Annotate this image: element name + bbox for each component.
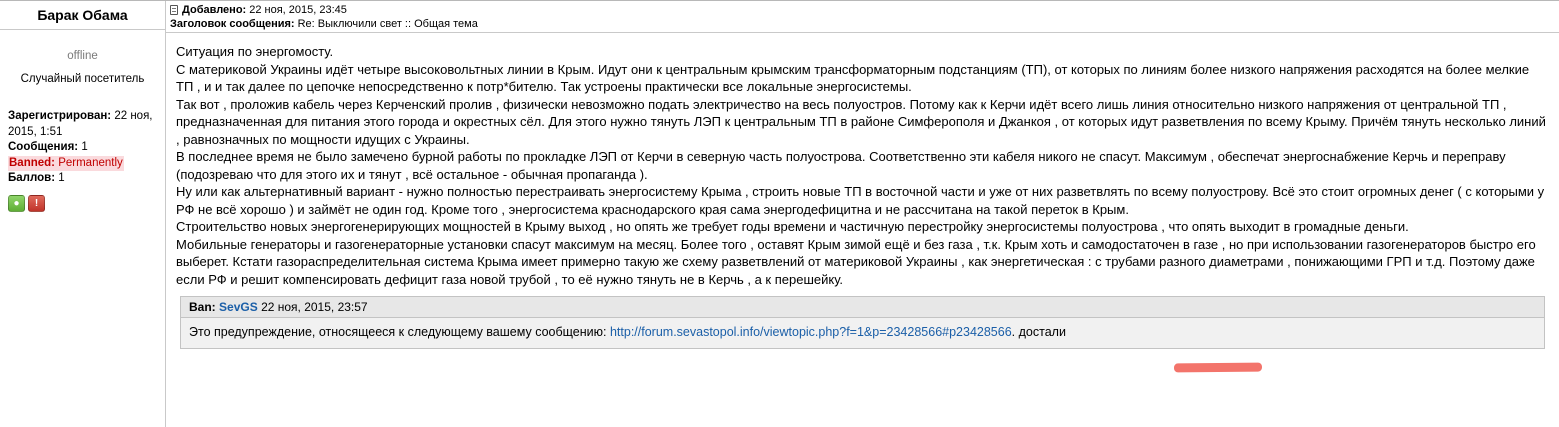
messages-label: Сообщения: [8, 141, 79, 153]
quote-link[interactable]: http://forum.sevastopol.info/viewtopic.php?f=1&p=23428566#p23428566 [609, 325, 1012, 339]
quote-text-after: . достали [1011, 325, 1066, 339]
post-icon [170, 5, 178, 15]
ban-user-link[interactable]: SevGS [219, 300, 258, 314]
messages-value: 1 [81, 141, 88, 153]
author-status: offline [67, 50, 98, 62]
author-stats [4, 109, 161, 187]
quote-header [180, 296, 1545, 317]
quote-text-before: Это предупреждение, относящееся к следующему вашему сообщению: [189, 325, 610, 339]
ban-date: 22 ноя, 2015, 23:57 [261, 300, 368, 314]
report-icon[interactable]: ! [28, 195, 45, 212]
red-marker-scribble [1174, 363, 1262, 373]
message-paragraph: Ну или как альтернативный вариант - нужно полностью перестраивать энергосистему Крыма , строить новые ТП в восточной части и уже от них разветвлять по всему полуострову. Всё это стоит огромных денег ( с которыми у РФ не всё хорошо ) и займёт не один год. Кроме того , энергосистема краснодарского края сама энергодефицитна и не рассчитана на такой переток в Крым. [176, 184, 1545, 217]
subject-label: Заголовок сообщения: [170, 17, 295, 30]
added-value: 22 ноя, 2015, 23:45 [249, 4, 347, 16]
banned-label: Banned: [9, 156, 55, 169]
post-body [0, 1, 1559, 427]
message-paragraph: Ситуация по энергомосту. [176, 44, 334, 59]
ban-label: Ban: [189, 300, 216, 314]
author-info [0, 30, 165, 216]
message-paragraph: В последнее время не было замечено бурной работы по прокладке ЛЭП от Керчи в северную часть полуострова. Соответственно эти кабеля никого не спасут. Максимум , обеспечат энергоснабжение Керчь и переправу (подозреваю что для этого их и тянут , всё остальное - обычная пропаганда ). [176, 149, 1506, 182]
registered-label: Зарегистрирован: [8, 110, 112, 122]
message-paragraph: Мобильные генераторы и газогенераторные установки спасут максимум на месяц. Более того , оставят Крым зимой ещё и без газа , т.к. Крым хоть и самодостаточен в газе , но при использовании газогенераторов быстро его выберет. Кстати газораспределительная система Крыма имеет примерно такую же схему разветвлений от материковой Украины , как энергетическая : с трубами разного диаметрами , понижающими ГРП и т.д. Поэтому даже если РФ и решит компенсировать дефицит газа новой трубой , то её нужно тянуть не в Керчь , а к перешейку. [176, 236, 1536, 287]
author-name[interactable]: Барак Обама [0, 1, 165, 30]
points-label: Баллов: [8, 172, 56, 184]
banned-value: Permanently [58, 156, 123, 169]
added-label: Добавлено: [182, 4, 247, 16]
profile-icon[interactable]: ● [8, 195, 25, 212]
registered-value: 22 ноя, 2015, 1:51 [8, 110, 153, 138]
messages-row [8, 140, 161, 156]
author-icons [4, 195, 161, 212]
annotation-area [166, 349, 1559, 385]
post-message [166, 33, 1559, 288]
content-column [166, 1, 1559, 427]
registered-row [8, 109, 161, 140]
message-paragraph: С материковой Украины идёт четыре высоковольтных линии в Крым. Идут они к центральным крымским трансформаторным подстанциям (ТП), от которых по линиям более низкого напряжения расходятся на более мелкие ТП , и и так далее по цепочке непосредственно к потр*бителю. Так устроены практически все локальные энергосистемы. [176, 61, 1530, 94]
post-subject-row [166, 17, 1559, 33]
points-row [8, 171, 161, 187]
banned-row [8, 156, 124, 172]
warning-quote [166, 288, 1559, 349]
post-added-row [166, 1, 1559, 17]
points-value: 1 [58, 172, 65, 184]
quote-body [180, 317, 1545, 349]
subject-value: Re: Выключили свет :: Общая тема [297, 17, 478, 30]
author-rank: Случайный посетитель [20, 73, 145, 85]
message-paragraph: Строительство новых энергогенерирующих мощностей в Крыму выход , но опять же требует годы времени и частичную перестройку энергосистемы полуострова , что опять выходит в громадные деньги. [176, 219, 1409, 234]
author-column [0, 1, 166, 427]
message-paragraph: Так вот , проложив кабель через Керченский пролив , физически невозможно подать электричество на весь полуостров. Потому как к Керчи идёт всего лишь линия относительно низкого напряжения от центральной ТП , предназначенная для питания этого города и окрестных сёл. Для этого нужно тянуть ЛЭП к центральным ТП в районе Симферополя и Джанкоя , от которых идут разветвления по всему Крыму. Причём тянуть несколько линий , равнозначных по мощности идущих с Украины. [176, 96, 1546, 147]
